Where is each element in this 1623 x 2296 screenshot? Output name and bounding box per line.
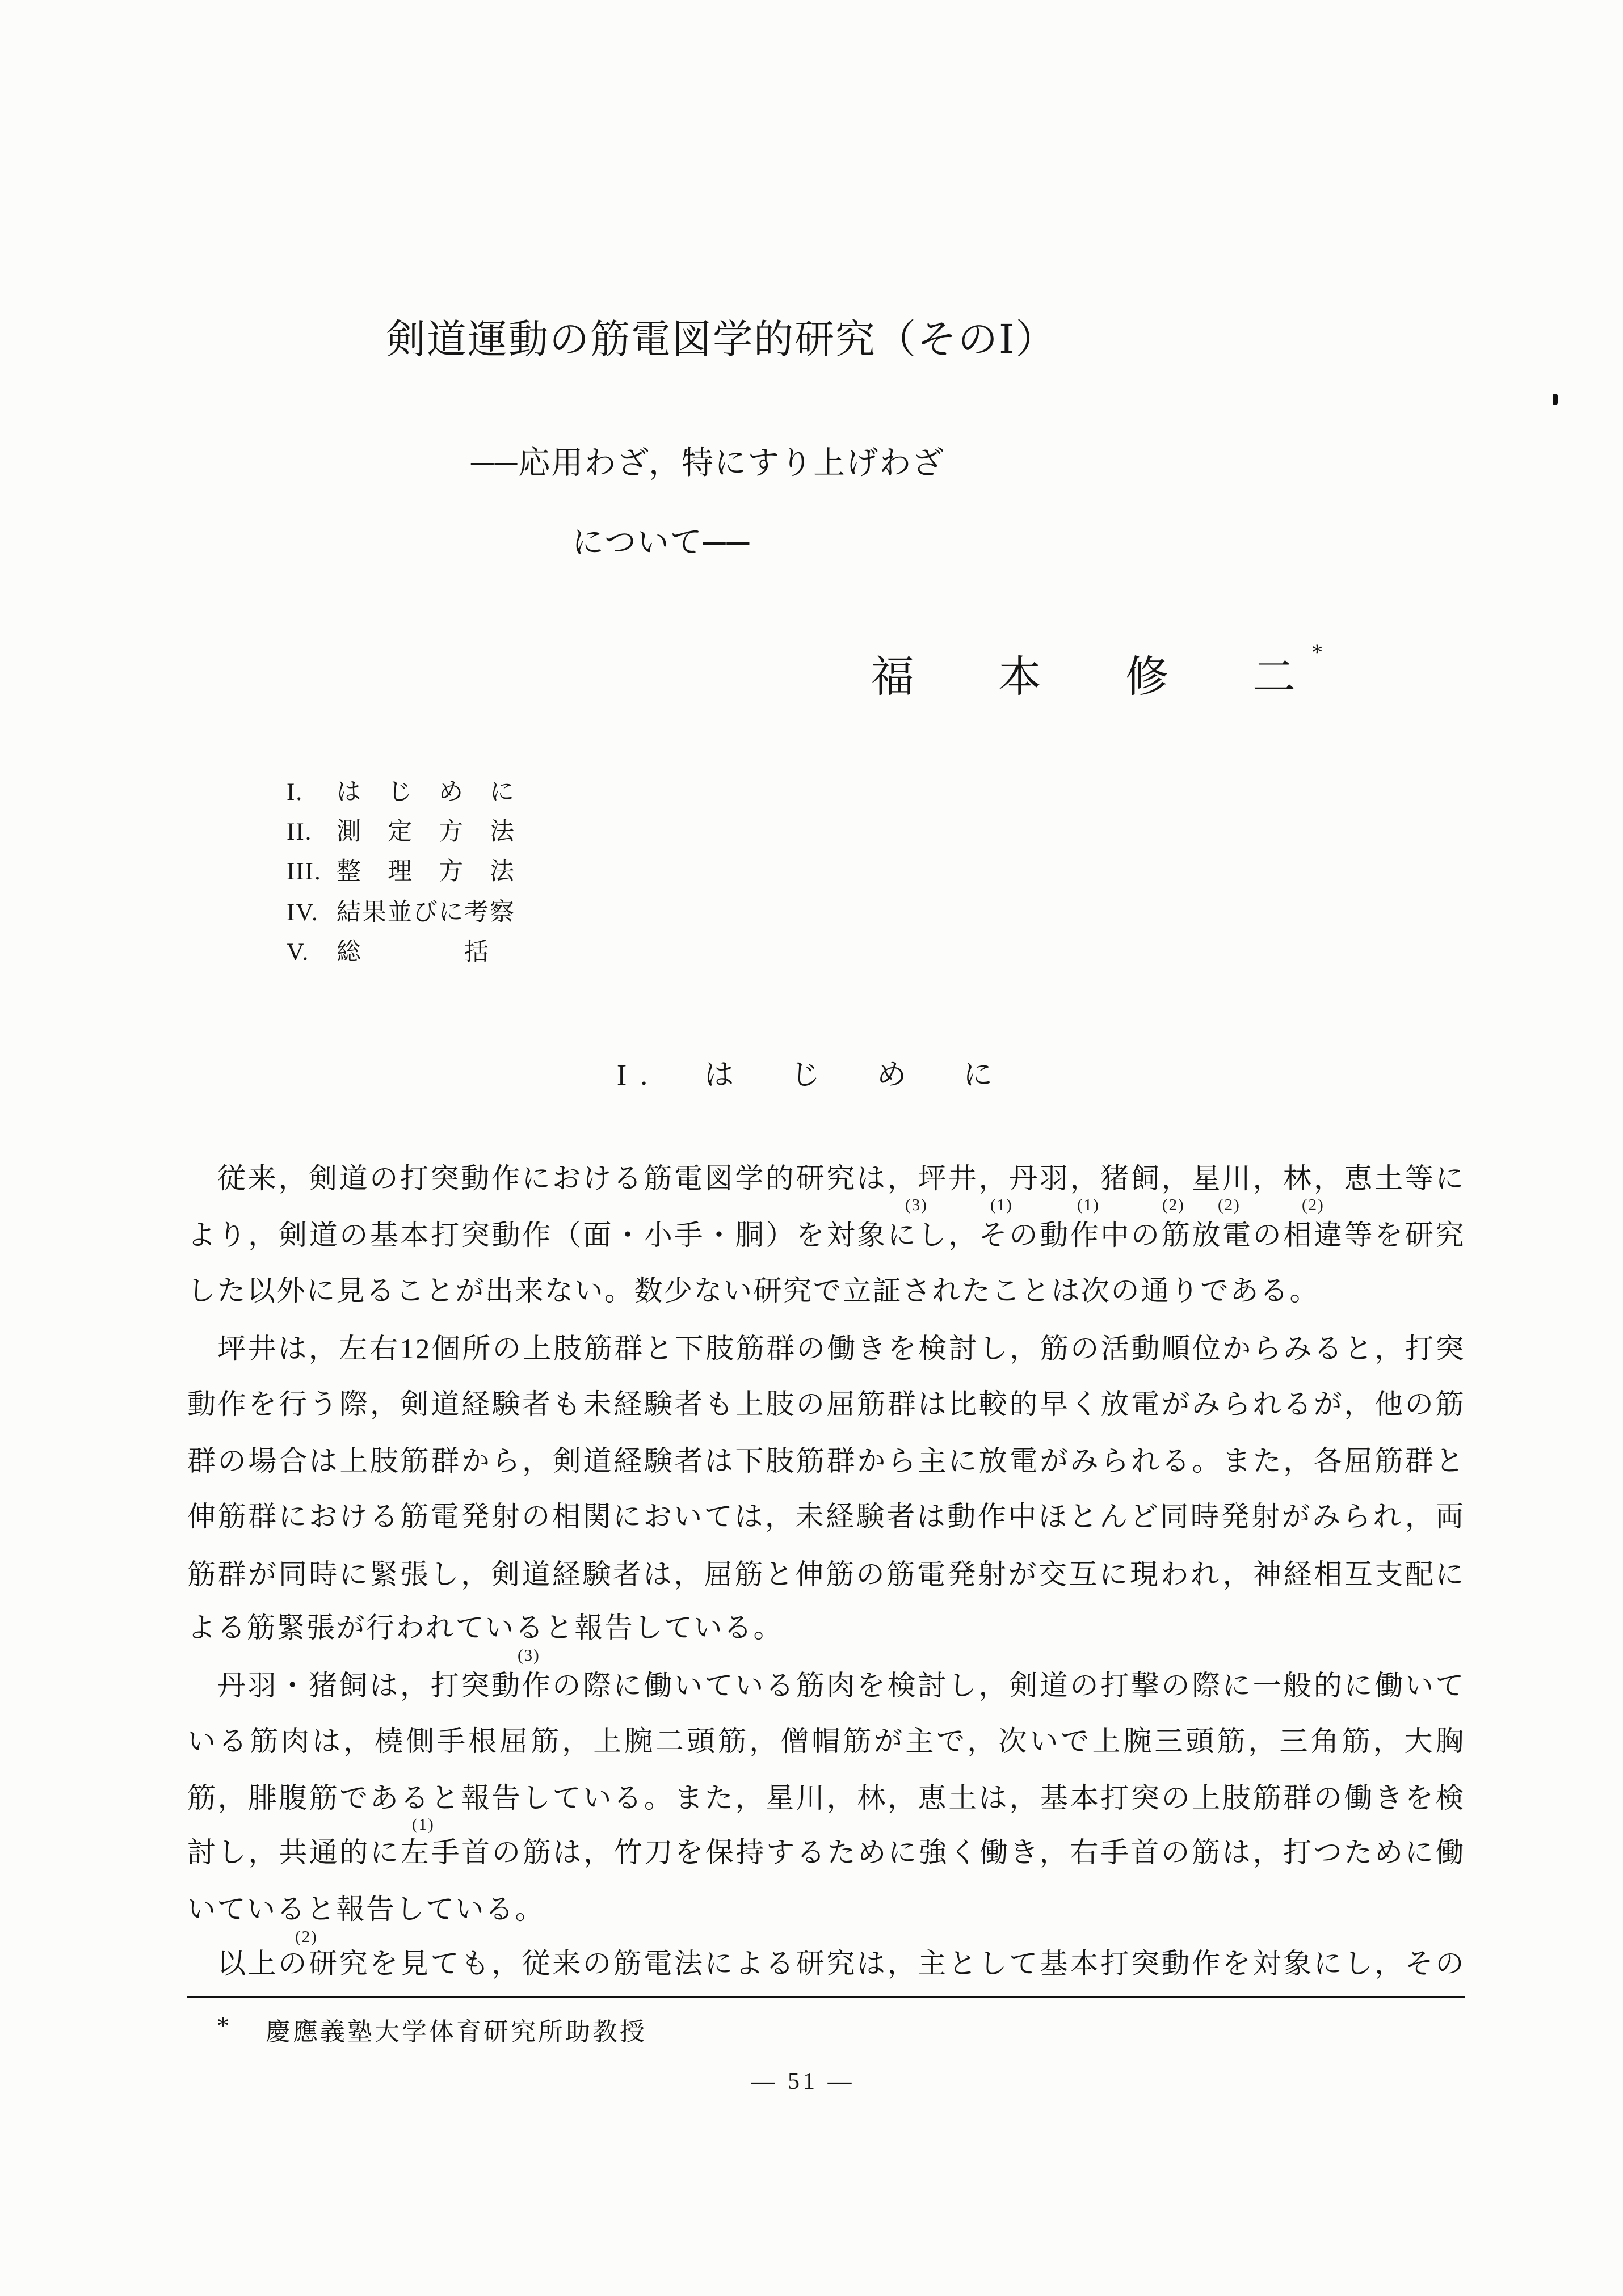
citation-ref: (2) bbox=[1302, 1196, 1325, 1214]
footnote-text: 慶應義塾大学体育研究所助教授 bbox=[266, 2018, 647, 2046]
citation-ref: (2) bbox=[1162, 1196, 1185, 1214]
toc-item-2 bbox=[287, 812, 515, 847]
page-number: — 51 — bbox=[751, 2068, 855, 2095]
paper-title: 剣道運動の筋電図学的研究（そのⅠ） bbox=[386, 318, 1057, 362]
footnote-divider bbox=[187, 1996, 1465, 1998]
author-char: 二 bbox=[1252, 654, 1296, 701]
author-char: 本 bbox=[998, 654, 1041, 701]
toc-item-5 bbox=[287, 933, 490, 967]
body-line: 群の場合は上肢筋群から，剣道経験者は下肢筋群から主に放電がみられる。また，各屈筋群と bbox=[187, 1445, 1465, 1477]
citation-ref: (2) bbox=[295, 1928, 318, 1946]
toc-numeral: V. bbox=[287, 939, 310, 966]
body-line: 筋，腓腹筋であると報告している。また，星川，林，恵土は，基本打突の上肢筋群の働きを検 bbox=[187, 1782, 1465, 1814]
citation-ref: (1) bbox=[412, 1815, 435, 1834]
footnote-asterisk: * bbox=[217, 2012, 229, 2040]
scan-speck bbox=[1553, 394, 1558, 405]
body-line: 討し，共通的に左手首の筋は，竹刀を保持するために強く働き，右手首の筋は，打つために働 bbox=[187, 1836, 1465, 1868]
toc-item-4 bbox=[287, 893, 515, 928]
toc-label: 総 括 bbox=[337, 939, 490, 966]
body-line: 筋群が同時に緊張し，剣道経験者は，屈筋と伸筋の筋電発射が交互に現われ，神経相互支配に bbox=[187, 1558, 1465, 1590]
body-line: した以外に見ることが出来ない。数少ない研究で立証されたことは次の通りである。 bbox=[187, 1275, 1319, 1307]
author-footnote-asterisk: * bbox=[1311, 639, 1323, 665]
body-line: 伸筋群における筋電発射の相関においては，未経験者は動作中ほとんど同時発射がみられ，両 bbox=[187, 1501, 1465, 1532]
body-line: 以上の研究を見ても，従来の筋電法による研究は，主として基本打突動作を対象にし，その bbox=[217, 1948, 1465, 1979]
citation-ref: (2) bbox=[1218, 1196, 1241, 1214]
body-line: いる筋肉は，橈側手根屈筋，上腕二頭筋，僧帽筋が主で，次いで上腕三頭筋，三角筋，大胸 bbox=[187, 1725, 1465, 1757]
citation-ref: (1) bbox=[990, 1196, 1013, 1214]
toc-label: は じ め に bbox=[337, 779, 515, 806]
section-heading-hajimeni: I. は じ め に bbox=[616, 1059, 1007, 1092]
citation-ref: (3) bbox=[905, 1196, 928, 1214]
body-line: 従来，剣道の打突動作における筋電図学的研究は，坪井，丹羽，猪飼，星川，林，恵土等に bbox=[217, 1162, 1465, 1194]
body-line: 坪井は，左右12個所の上肢筋群と下肢筋群の働きを検討し，筋の活動順位からみると，打突 bbox=[217, 1333, 1465, 1364]
toc-numeral: II. bbox=[287, 819, 313, 845]
body-line: 丹羽・猪飼は，打突動作の際に働いている筋肉を検討し，剣道の打撃の際に一般的に働いて bbox=[217, 1670, 1465, 1701]
author-char: 修 bbox=[1125, 654, 1168, 701]
toc-numeral: IV. bbox=[287, 899, 319, 926]
toc-label: 測 定 方 法 bbox=[337, 819, 515, 845]
author-name bbox=[871, 639, 1323, 704]
author-char: 福 bbox=[871, 654, 914, 701]
toc-item-3 bbox=[287, 852, 515, 887]
body-line: 動作を行う際，剣道経験者も未経験者も上肢の屈筋群は比較的早く放電がみられるが，他の筋 bbox=[187, 1388, 1465, 1420]
body-line: より，剣道の基本打突動作（面・小手・胴）を対象にし，その動作中の筋放電の相違等を研究 bbox=[187, 1219, 1465, 1251]
toc-label: 結果並びに考察 bbox=[337, 899, 515, 926]
citation-ref: (1) bbox=[1077, 1196, 1100, 1214]
citation-ref: (3) bbox=[518, 1646, 540, 1665]
toc-numeral: I. bbox=[287, 779, 304, 806]
paper-subtitle-line2: について── bbox=[572, 525, 751, 561]
body-line: よる筋緊張が行われていると報告している。 bbox=[187, 1612, 783, 1644]
paper-subtitle-line1: ──応用わざ，特にすり上げわざ bbox=[471, 446, 945, 481]
body-line: いていると報告している。 bbox=[187, 1893, 545, 1925]
toc-numeral: III. bbox=[287, 858, 322, 885]
toc-label: 整 理 方 法 bbox=[337, 858, 515, 885]
toc-item-1 bbox=[287, 773, 515, 807]
